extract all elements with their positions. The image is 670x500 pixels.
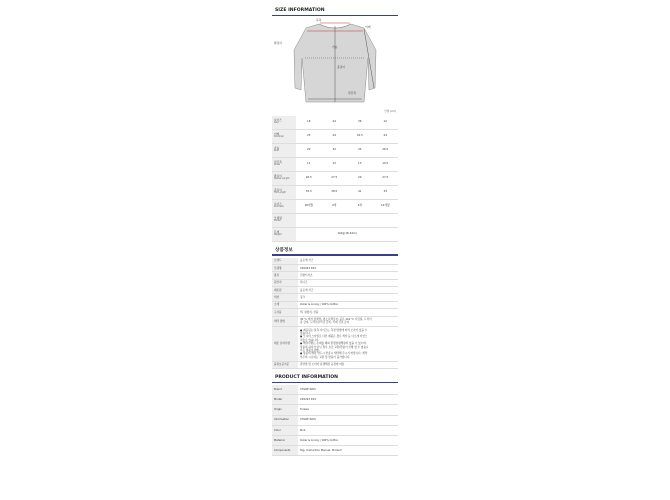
info-value: 관련법 및 소비자 분쟁해결 규정에 따름 (298, 361, 398, 368)
info-value: 긴팔티셔츠 (298, 272, 398, 279)
size-cell: 2세 (322, 199, 348, 213)
size-row-label-en: Model (274, 219, 281, 223)
size-row-label-ko: 팔길이 (274, 173, 282, 178)
size-row-label (272, 199, 296, 213)
size-row-label-ko: 무게 (274, 229, 280, 234)
info-row (272, 301, 398, 308)
info-value: ● 제공되는 실측 사이즈는 측정 방법에 따라 오차가 있을 수 있습니다. ● 모니터 스타일로 다른 제품은 경우 색상 등 다르게 자연스 러울수 있습니다. ● 해당사항는 손제를 제외 환경실험해질의 있을 수 있으며, 상품의 하자가 아닌 경우 요금 교환/반품이 진행 할 수 없습니 다는 제품보관법) ● 상품의 해당 반드시 반송시 세탁해 주시기 바랍니다. 세탁 부주의 시로의는 교환 및 반품이 불가합니다. (298, 327, 398, 361)
info-row (272, 309, 398, 316)
info-key: 세탁 방법 (272, 316, 298, 327)
size-row-label-ko: 어깨 (274, 131, 280, 136)
size-cell: 24 (322, 116, 348, 130)
size-row-label-en: Kids Size (274, 205, 284, 209)
info-row (272, 294, 398, 301)
neck-label: 목폭 (316, 18, 322, 23)
size-cell: 24 (373, 129, 399, 143)
size-cell: 12개월 (373, 199, 399, 213)
info-value: 올로케 키즈 (298, 287, 398, 294)
product-ko-title: 상품정보 (275, 247, 293, 253)
info-value: CHLOE KIDS (298, 415, 398, 425)
size-row-label (272, 157, 296, 171)
info-key: 제조원 (272, 287, 298, 294)
info-value: Pink (298, 425, 398, 435)
size-cell: 38.5 (322, 185, 348, 199)
size-row-label (272, 143, 296, 157)
info-row (272, 258, 398, 265)
size-row (272, 227, 398, 241)
size-cell: 26.5 (373, 143, 399, 157)
hem-label: 밑단폭 (348, 91, 357, 96)
info-row (272, 327, 398, 361)
size-diagram (272, 18, 398, 106)
size-cell: 29 (296, 143, 322, 157)
info-row (272, 395, 398, 405)
size-cell: 18 (296, 116, 322, 130)
size-row-label-ko: 총길이 (274, 187, 282, 192)
size-cell: 3세 (347, 199, 373, 213)
info-value: 튀니즈 (298, 279, 398, 286)
info-key: Color (272, 425, 298, 435)
size-cell: 13 (347, 157, 373, 171)
info-value: CHLOE KIDS (298, 385, 398, 395)
shoulder-label: 어깨 (365, 25, 371, 30)
size-row-label-en: Size (274, 121, 279, 125)
info-key: 소재 (272, 301, 298, 308)
size-row (272, 213, 398, 227)
size-row (272, 199, 398, 213)
product-ko-table (272, 258, 398, 369)
info-row (272, 446, 398, 456)
size-row-label (272, 129, 296, 143)
info-key: 브랜드 (272, 258, 298, 265)
size-row-label-en: Dress (274, 163, 281, 167)
size-cell: 41 (347, 185, 373, 199)
info-value: Tunisia (298, 405, 398, 415)
info-key: Components (272, 446, 298, 456)
info-row (272, 272, 398, 279)
size-row-label-ko: 모델명 (274, 215, 282, 220)
info-row (272, 425, 398, 435)
info-key: 품질보증기준 (272, 361, 298, 368)
size-cell: 25 (296, 129, 322, 143)
product-detail-page (272, 8, 398, 456)
info-row (272, 279, 398, 286)
size-row-label-en: Sleeve Length (274, 177, 290, 181)
size-cell: 36 (347, 116, 373, 130)
size-cell: 11 (296, 157, 322, 171)
info-key: Information (272, 415, 298, 425)
size-cell: 26.5 (296, 171, 322, 185)
size-table (272, 116, 398, 242)
info-value: 30 ℃ 에서 물세탁, 염소표백금지, 중온 110 ℃ 다림질, 드라이 클 금지, 드라이클리닝 금지, 기계 건조 금지 (298, 316, 398, 327)
size-cell: 34 (373, 185, 399, 199)
section-divider (272, 15, 398, 16)
size-row (272, 157, 398, 171)
size-row (272, 129, 398, 143)
info-key: Material (272, 435, 298, 445)
size-row-label (272, 116, 296, 130)
info-key: 제조 유의사항 (272, 327, 298, 361)
size-cell: 18개월 (296, 199, 322, 213)
size-cell: 27.5 (322, 171, 348, 185)
size-cell: 34 (347, 143, 373, 157)
size-row-label-ko: 사이즈 (274, 201, 282, 206)
size-section-title: SIZE INFORMATION (275, 8, 325, 13)
size-cell: 10.5 (373, 157, 399, 171)
size-cell: 12 (322, 157, 348, 171)
section-divider (272, 254, 398, 255)
size-row-label (272, 171, 296, 185)
info-value: C20243 K54 (298, 265, 398, 272)
info-row (272, 361, 398, 368)
size-row-label-en: Shoulder (274, 135, 284, 139)
info-key: 원산지 (272, 279, 298, 286)
length-label: 총길이 (337, 65, 346, 70)
info-row (272, 265, 398, 272)
info-key: 색상 (272, 294, 298, 301)
size-cell: 27.5 (373, 171, 399, 185)
product-en-title: PRODUCT INFORMATION (275, 374, 338, 380)
tshirt-diagram-svg (272, 18, 398, 106)
info-key: Origin (272, 405, 298, 415)
size-row-label-en: Bust (274, 149, 279, 153)
info-value: 핑크 (298, 294, 398, 301)
size-row-label (272, 213, 296, 227)
size-row (272, 185, 398, 199)
section-divider (272, 382, 398, 383)
size-row-label-en: Full Length (274, 191, 286, 195)
info-value: C20243 K54 (298, 395, 398, 405)
product-en-table (272, 385, 398, 456)
info-row (272, 405, 398, 415)
info-value: 올로케 키즈 (298, 258, 398, 265)
size-cell (347, 213, 373, 227)
size-row (272, 143, 398, 157)
size-row (272, 171, 398, 185)
chest-label: 가슴 (332, 45, 338, 50)
info-key: 구성품 (272, 309, 298, 316)
size-row-label (272, 185, 296, 199)
info-value: Tag, Instruction Manual, Product (298, 446, 398, 456)
info-row (272, 435, 398, 445)
size-row-label-en: Weight (274, 233, 282, 237)
size-row-label-ko: 밑단폭 (274, 159, 282, 164)
size-row-label-ko: 사이즈 (274, 117, 282, 122)
info-row (272, 385, 398, 395)
size-cell: 29 (322, 129, 348, 143)
size-cell: 35.5 (296, 185, 322, 199)
info-key: Brand (272, 385, 298, 395)
info-value: 택, 설명서, 상품 (298, 309, 398, 316)
size-cell: 32 (322, 143, 348, 157)
size-cell: 32.5 (347, 129, 373, 143)
info-row (272, 316, 398, 327)
info-key: 모델명 (272, 265, 298, 272)
size-cell (296, 213, 322, 227)
info-key: 종류 (272, 272, 298, 279)
info-key: Model (272, 395, 298, 405)
info-value: Outer & Lining | 100% Cotton (298, 435, 398, 445)
size-cell: 29 (347, 171, 373, 185)
size-cell (322, 213, 348, 227)
size-cell: 102g(18-24m) (296, 227, 398, 241)
size-cell (373, 213, 399, 227)
sleeve-label: 팔길이 (274, 41, 283, 46)
size-row-label (272, 227, 296, 241)
info-value: Outer & Lining | 100% Cotton (298, 301, 398, 308)
size-row-label-ko: 가슴 (274, 145, 280, 150)
unit-label: 단위 (cm) (384, 110, 396, 114)
info-row (272, 287, 398, 294)
size-row (272, 116, 398, 130)
size-cell: 12 (373, 116, 399, 130)
info-row (272, 415, 398, 425)
